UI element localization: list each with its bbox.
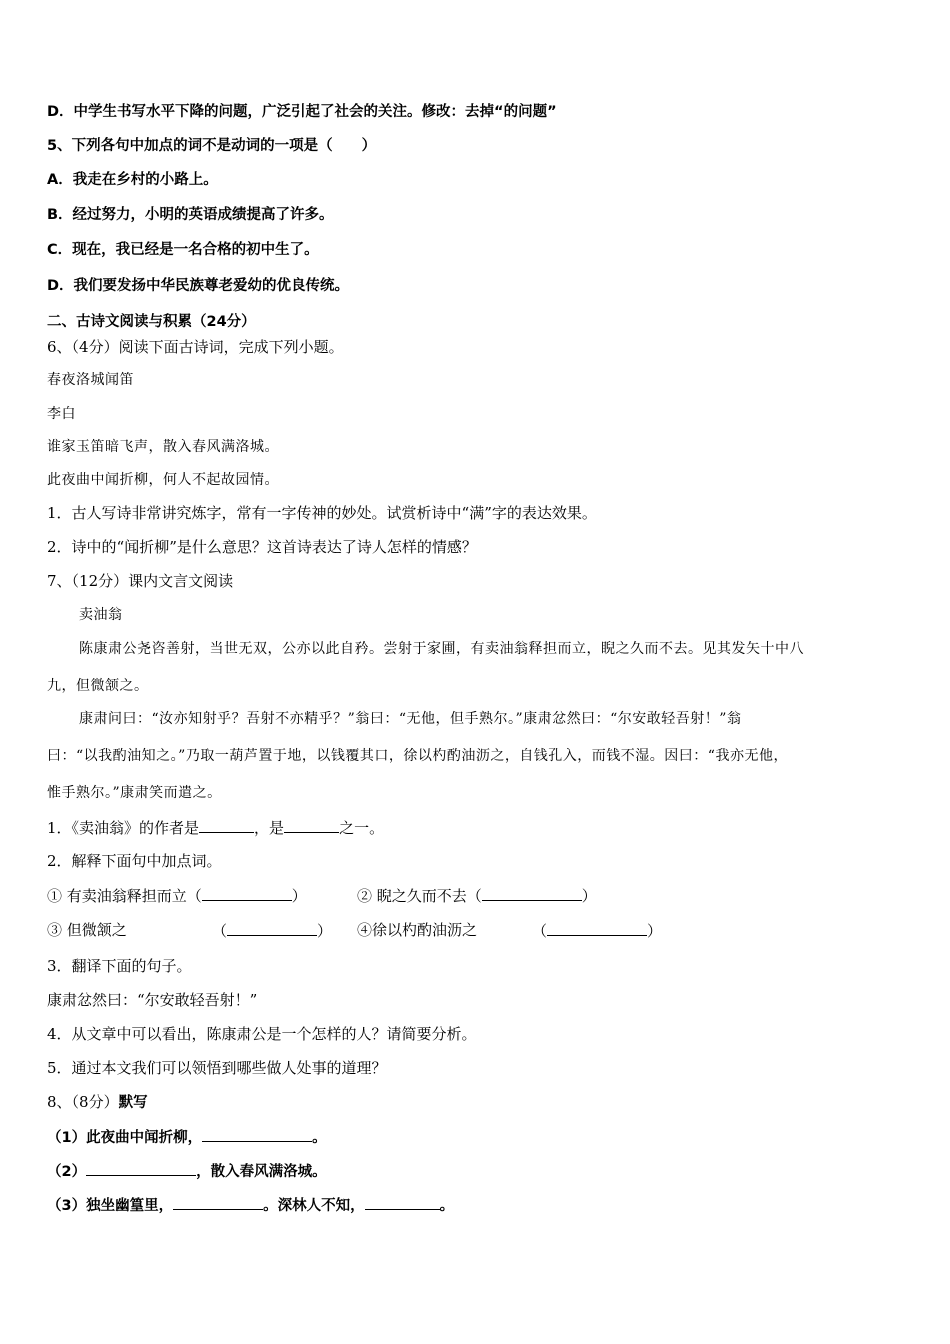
item3-open: （ bbox=[212, 922, 228, 940]
q7-sub1-text-a: 1．《卖油翁》的作者是 bbox=[47, 819, 200, 837]
answer-blank-q8-1[interactable] bbox=[202, 1126, 312, 1142]
q7-item-4-label: ④徐以杓酌油沥之 bbox=[357, 921, 478, 939]
answer-blank-q8-3[interactable] bbox=[173, 1194, 263, 1210]
q7-item-2 bbox=[357, 885, 597, 906]
para1-line-1: 陈康肃公尧咨善射，当世无双，公亦以此自矜。尝射于家圃，有卖油翁释担而立，睨之久而不去。见其发矢十中八 bbox=[79, 641, 804, 657]
poem-line-2: 此夜曲中闻折柳，何人不起故园情。 bbox=[47, 472, 279, 488]
q7-sub-4: 4．从文章中可以看出，陈康肃公是一个怎样的人？请简要分析。 bbox=[47, 1025, 477, 1043]
item4-close: ） bbox=[647, 922, 663, 940]
answer-blank-identity[interactable] bbox=[284, 817, 339, 833]
answer-blank-item2[interactable] bbox=[482, 885, 582, 901]
q7-sub1-text-c: 之一。 bbox=[339, 819, 385, 837]
q8-stem bbox=[47, 1092, 148, 1113]
answer-blank-item3[interactable] bbox=[227, 920, 317, 936]
section-title: 二、古诗文阅读与积累（24分） bbox=[47, 314, 256, 330]
para2-line-1: 康肃问曰：“汝亦知射乎？吾射不亦精乎？”翁曰：“无他，但手熟尔。”康肃忿然曰：“尔安敢轻吾射！”翁 bbox=[79, 711, 742, 727]
item1-close: ） bbox=[291, 887, 307, 905]
q7-item-1 bbox=[47, 885, 307, 906]
q7-sub-1 bbox=[47, 817, 384, 838]
q8-line-3 bbox=[47, 1194, 454, 1216]
q5-option-b: B．经过努力，小明的英语成绩提高了许多。 bbox=[47, 207, 334, 223]
para2-line-2: 曰：“以我酌油知之。”乃取一葫芦置于地，以钱覆其口，徐以杓酌油沥之，自钱孔入，而钱不湿。因曰：“我亦无他， bbox=[47, 748, 788, 764]
text-title: 卖油翁 bbox=[79, 607, 123, 623]
q5-option-a: A．我走在乡村的小路上。 bbox=[47, 172, 218, 188]
q8-line-2 bbox=[47, 1160, 327, 1182]
item2-text: ② 睨之久而不去（ bbox=[357, 887, 482, 905]
q5-option-d: D．我们要发扬中华民族尊老爱幼的优良传统。 bbox=[47, 278, 350, 294]
q5-stem: 5、下列各句中加点的词不是动词的一项是（ ） bbox=[47, 138, 377, 154]
item4-open: （ bbox=[532, 922, 548, 940]
q8-line1-text-b: 。 bbox=[312, 1130, 327, 1146]
q8-line1-text-a: （1）此夜曲中闻折柳， bbox=[47, 1130, 203, 1146]
q8-stem-prefix: 8、（8分） bbox=[47, 1093, 119, 1111]
q7-stem: 7、（12分）课内文言文阅读 bbox=[47, 572, 234, 590]
para2-line-3: 惟手熟尔。”康肃笑而遣之。 bbox=[47, 785, 222, 801]
q4-option-d: D．中学生书写水平下降的问题，广泛引起了社会的关注。修改：去掉“的问题” bbox=[47, 104, 557, 120]
q6-sub-1: 1．古人写诗非常讲究炼字，常有一字传神的妙处。试赏析诗中“满”字的表达效果。 bbox=[47, 504, 597, 522]
poem-line-1: 谁家玉笛暗飞声，散入春风满洛城。 bbox=[47, 439, 279, 455]
para1-line-2: 九，但微颔之。 bbox=[47, 678, 149, 694]
answer-blank-q8-2[interactable] bbox=[86, 1160, 196, 1176]
answer-blank-q8-4[interactable] bbox=[365, 1194, 440, 1210]
q7-sub-5: 5．通过本文我们可以领悟到哪些做人处事的道理？ bbox=[47, 1059, 387, 1077]
q7-item-3-label: ③ 但微颔之 bbox=[47, 921, 127, 939]
q7-sub1-text-b: ，是 bbox=[254, 819, 285, 837]
q5-option-c: C．现在，我已经是一名合格的初中生了。 bbox=[47, 242, 319, 258]
q8-line3-text-b: 。深林人不知， bbox=[263, 1198, 365, 1214]
answer-blank-item4[interactable] bbox=[547, 920, 647, 936]
q7-sub-2: 2．解释下面句中加点词。 bbox=[47, 852, 222, 870]
poem-title: 春夜洛城闻笛 bbox=[47, 372, 134, 388]
item2-close: ） bbox=[581, 887, 597, 905]
answer-blank-item1[interactable] bbox=[202, 885, 292, 901]
q8-stem-bold: 默写 bbox=[118, 1095, 148, 1111]
q7-item-4-answer bbox=[532, 920, 662, 941]
answer-blank-author[interactable] bbox=[199, 817, 254, 833]
q8-line2-text-a: （2） bbox=[47, 1164, 87, 1180]
q7-sub-3: 3．翻译下面的句子。 bbox=[47, 957, 192, 975]
q8-line3-text-a: （3）独坐幽篁里， bbox=[47, 1198, 174, 1214]
q8-line-1 bbox=[47, 1126, 327, 1148]
poem-author: 李白 bbox=[47, 406, 76, 422]
q7-item-3-answer bbox=[212, 920, 332, 941]
item3-close: ） bbox=[317, 922, 333, 940]
q8-line3-text-c: 。 bbox=[439, 1198, 455, 1214]
q6-stem: 6、（4分）阅读下面古诗词，完成下列小题。 bbox=[47, 338, 344, 356]
q7-sub3-sentence: 康肃忿然曰：“尔安敢轻吾射！” bbox=[47, 991, 258, 1009]
q8-line2-text-b: ，散入春风满洛城。 bbox=[196, 1164, 327, 1180]
q6-sub-2: 2．诗中的“闻折柳”是什么意思？这首诗表达了诗人怎样的情感？ bbox=[47, 538, 477, 556]
item1-text: ① 有卖油翁释担而立（ bbox=[47, 887, 202, 905]
